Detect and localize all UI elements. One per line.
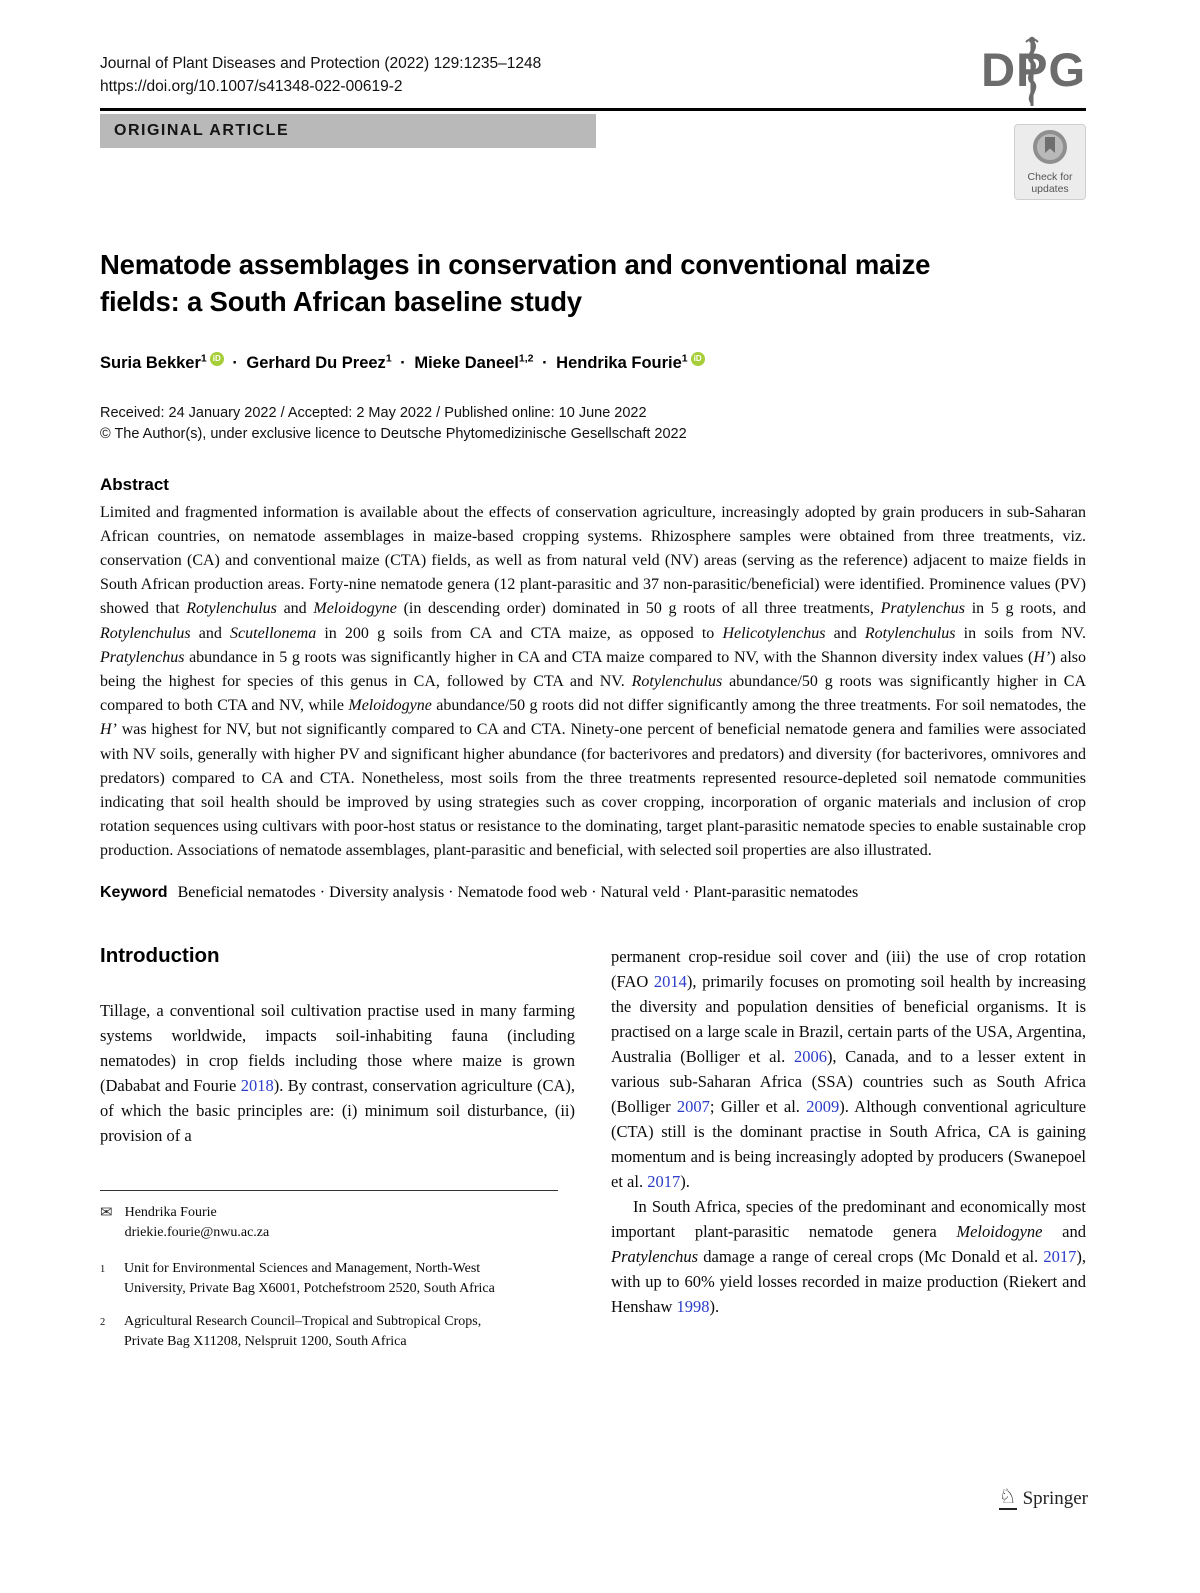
two-column-body	[100, 944, 1086, 1365]
envelope-icon: ✉	[100, 1204, 113, 1221]
author-name: Hendrika Fourie	[556, 353, 682, 372]
italic-text: Pratylenchus	[880, 600, 966, 618]
abstract-heading: Abstract	[100, 474, 169, 494]
citation-link[interactable]: 2017	[647, 1171, 681, 1191]
text-run: ).	[709, 1296, 720, 1316]
affiliation-number: 2	[100, 1316, 106, 1328]
author	[100, 354, 224, 372]
italic-text: Meloidogyne	[956, 1221, 1043, 1241]
italic-text: Meloidogyne	[348, 697, 432, 715]
orcid-icon[interactable]: iD	[691, 352, 705, 366]
affiliation-item	[100, 1259, 575, 1299]
journal-info	[100, 52, 541, 98]
italic-text: Rotylenchulus	[186, 600, 277, 618]
affiliation-text: Agricultural Research Council–Tropical and Subtropical Crops, Private Bag X11208, Nelspruit 1200, South Africa	[124, 1313, 482, 1349]
citation-link[interactable]: 2009	[806, 1096, 840, 1116]
introduction-heading: Introduction	[100, 943, 220, 967]
springer-knight-icon: ♘	[998, 1486, 1017, 1508]
text-run: abundance in 5 g roots was significantly higher in CA and CTA maize compared to NV, with the Shannon diversity index values (	[184, 648, 1034, 666]
banner-row	[100, 114, 1086, 200]
introduction-paragraph-left	[100, 998, 575, 1148]
affiliation-text: Unit for Environmental Sciences and Management, North-West University, Private Bag X6001, Potchefstroom 2520, South Africa	[124, 1260, 495, 1296]
author	[414, 354, 533, 372]
author-name: Suria Bekker	[100, 353, 201, 372]
text-run: and	[1042, 1221, 1087, 1241]
left-column	[100, 944, 575, 1365]
article-type-banner: ORIGINAL ARTICLE	[100, 114, 596, 148]
italic-text: Pratylenchus	[611, 1246, 699, 1266]
publication-dates	[100, 403, 1086, 445]
text-run: permanent crop-residue soil cover and (iii) the use of crop rotation (FAO	[611, 946, 1086, 991]
text-run: was highest for NV, but not significantly compared to CA and CTA. Ninety-one percent of beneficial nematode genera and families were associated with NV soils, generally with higher PV and significant higher abundance (for bacterivores and predators) and diversity (for bacterivores, omnivores and predators) compared to CA and CTA. Nonetheless, most soils from the three treatments represented resource-depleted soil nematode communities indicating that soil health should be improved by using strategies such as cover cropping, incorporation of organic materials and inclusion of crop rotation sequences using cultivars with poor-host status or resistance to the dominating, target plant-parasitic nematode species to enable sustainable crop production. Associations of nematode assemblages, plant-parasitic and beneficial, with selected soil properties are also illustrated.	[100, 721, 1086, 860]
author-affiliation-sup: 1	[385, 352, 392, 364]
footnote-divider	[100, 1190, 558, 1191]
citation-link[interactable]: 2014	[653, 971, 687, 991]
dpg-publisher-logo	[981, 43, 1086, 96]
orcid-icon[interactable]: iD	[210, 352, 224, 366]
text-run: in soils from NV.	[955, 624, 1087, 642]
text-run: ). By contrast, conservation agriculture (CA), of which the basic principles are: (i) minimum soil disturbance, (ii) provision of a	[100, 1075, 575, 1145]
italic-text: Rotylenchulus	[100, 624, 191, 642]
page-content	[100, 0, 1086, 1365]
introduction-paragraph-right-2	[611, 1194, 1086, 1319]
text-run: In South Africa, species of the predominant and economically most important plant-parasitic nematode genera	[611, 1196, 1086, 1241]
italic-text: H’	[100, 721, 117, 739]
text-run: and	[276, 600, 314, 618]
check-badge-label: Check for updates	[1027, 171, 1073, 195]
text-run: in 200 g soils from CA and CTA maize, as opposed to	[316, 624, 723, 642]
author	[246, 354, 391, 372]
citation-link[interactable]: 2017	[1043, 1246, 1077, 1266]
text-run: damage a range of cereal crops (Mc Donald et al.	[698, 1246, 1044, 1266]
author-separator: ·	[537, 353, 553, 372]
text-run: ).	[680, 1171, 690, 1191]
text-run: ), primarily focuses on promoting soil health by increasing the diversity and population densities of beneficial organisms. It is practised on a large scale in Brazil, certain parts of the USA, Argentina, Australia (Bolliger et al.	[611, 971, 1086, 1066]
citation-link[interactable]: 2018	[240, 1075, 274, 1095]
italic-text: H’	[1033, 648, 1051, 666]
italic-text: Helicotylenchus	[722, 624, 826, 642]
article-title: Nematode assemblages in conservation and conventional maize fields: a South African baseline study	[100, 249, 931, 317]
affiliation-item	[100, 1312, 575, 1352]
text-run: ; Giller et al.	[709, 1096, 807, 1116]
affiliation-number: 1	[100, 1263, 106, 1275]
citation-link[interactable]: 1998	[676, 1296, 710, 1316]
right-column	[611, 944, 1086, 1365]
correspondence-name: Hendrika Fourie	[124, 1204, 217, 1220]
author-affiliation-sup: 1	[681, 352, 688, 364]
text-run: abundance/50 g roots did not differ significantly among the three treatments. For soil nematodes, the	[431, 697, 1086, 715]
author-name: Gerhard Du Preez	[246, 353, 386, 372]
dpg-letter-g: G	[1048, 43, 1086, 96]
text-run: Limited and fragmented information is available about the effects of conservation agriculture, increasingly adopted by grain producers in sub-Saharan African countries, on nematode assemblages in maize-based cropping systems. Rhizosphere samples were obtained from three treatments, viz. conservation (CA) and conventional maize (CTA) fields, as well as from natural veld (NV) areas (serving as the reference) adjacent to maize fields in South African production areas. Forty-nine nematode genera (12 plant-parasitic and 37 non-parasitic/beneficial) were identified. Prominence values (PV) showed that	[100, 503, 1086, 618]
doi-link[interactable]: https://doi.org/10.1007/s41348-022-00619-2	[100, 78, 403, 95]
footnote-block	[100, 1190, 575, 1352]
italic-text: Rotylenchulus	[864, 624, 956, 642]
author-list	[100, 352, 1086, 373]
text-run: (in descending order) dominated in 50 g roots of all three treatments,	[396, 600, 881, 618]
affiliation-list	[100, 1259, 575, 1352]
copyright-line: © The Author(s), under exclusive licence to Deutsche Phytomedizinische Gesellschaft 2022	[100, 425, 687, 442]
author-affiliation-sup: 1,2	[518, 352, 534, 364]
correspondence	[100, 1203, 575, 1243]
italic-text: Meloidogyne	[313, 600, 397, 618]
bookmark-circle-icon	[1033, 130, 1067, 164]
abstract-text	[100, 501, 1086, 864]
received-accepted-line: Received: 24 January 2022 / Accepted: 2 May 2022 / Published online: 10 June 2022	[100, 404, 647, 421]
author-affiliation-sup: 1	[200, 352, 207, 364]
citation-link[interactable]: 2006	[793, 1046, 827, 1066]
text-run: Tillage, a conventional soil cultivation practise used in many farming systems worldwide, impacts soil-inhabiting fauna (including nematodes) in crop fields including those where maize is grown (Dababat and Fourie	[100, 1000, 575, 1095]
italic-text: Rotylenchulus	[631, 672, 723, 690]
text-run: ). Although conventional agriculture (CTA) still is the dominant practise in South Africa, CA is gaining momentum and is being increasingly adopted by producers (Swanepoel et al.	[611, 1096, 1086, 1191]
text-run: and	[190, 624, 231, 642]
text-run: ), Canada, and to a lesser extent in various sub-Saharan Africa (SSA) countries such as South Africa (Bolliger	[611, 1046, 1086, 1116]
page-header	[100, 0, 1086, 98]
italic-text: Pratylenchus	[100, 648, 185, 666]
journal-title-line: Journal of Plant Diseases and Protection (2022) 129:1235–1248	[100, 55, 542, 72]
correspondence-details	[125, 1203, 270, 1243]
text-run: and	[825, 624, 865, 642]
text-run: ) also being the highest for species of this genus in CA, followed by CTA and NV.	[100, 648, 1086, 690]
text-run: abundance/50 g roots was significantly higher in CA compared to both CTA and NV, while	[100, 672, 1087, 715]
springer-logo	[999, 1487, 1088, 1510]
text-run: ), with up to 60% yield losses recorded in maize production (Riekert and Henshaw	[611, 1246, 1086, 1316]
author-name: Mieke Daneel	[414, 353, 519, 372]
check-for-updates-badge[interactable]	[1014, 124, 1086, 200]
correspondence-email-link[interactable]: driekie.fourie@nwu.ac.za	[124, 1224, 270, 1240]
keywords-text: Beneficial nematodes · Diversity analysis · Nematode food web · Natural veld · Plant-parasitic nematodes	[177, 883, 859, 901]
citation-link[interactable]: 2007	[676, 1096, 710, 1116]
caduceus-snake-icon	[1019, 36, 1045, 112]
keywords-label: Keyword	[100, 883, 168, 901]
author-separator: ·	[227, 353, 243, 372]
dpg-letter-p: P	[1016, 46, 1048, 93]
springer-label: Springer	[1022, 1487, 1088, 1509]
header-divider	[100, 108, 1086, 111]
text-run: in 5 g roots, and	[965, 600, 1086, 618]
italic-text: Scutellonema	[230, 624, 317, 642]
dpg-letter-d: D	[981, 43, 1017, 96]
keywords-row	[100, 884, 1086, 902]
author	[556, 354, 704, 372]
introduction-paragraph-right-1	[611, 944, 1086, 1194]
author-separator: ·	[395, 353, 411, 372]
